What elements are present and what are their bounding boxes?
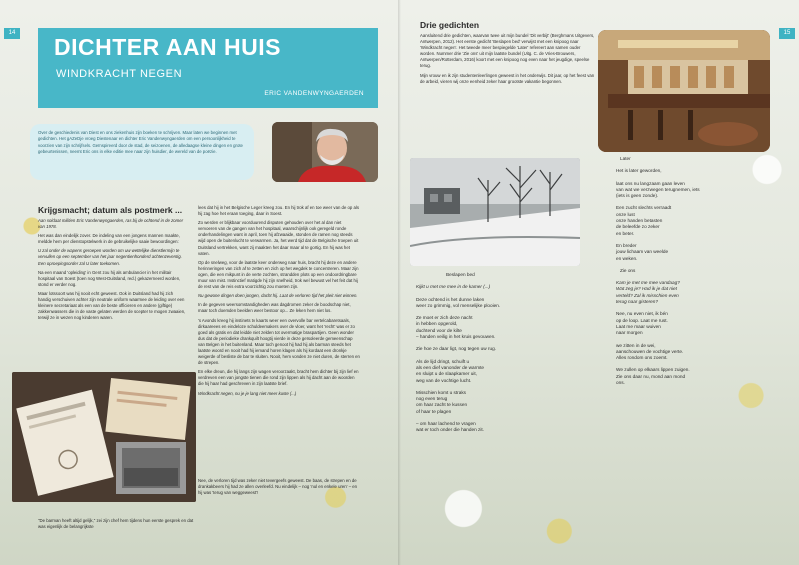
poem-line: jouw lichaam van weelde (616, 249, 669, 255)
poem-line: weg van de vochtige lucht. (416, 377, 472, 383)
poem-line: aanschouwen de vochtige verte. (616, 348, 684, 354)
poem-line: En breder (616, 242, 637, 248)
page-number-left: 14 (4, 28, 20, 39)
drie-paragraph: Aansluitend drie gedichten, waarvan twee uit mijn bundel 'Dit verbijt' (Berghmans Uitgevers, Antwerpen, 2012). Het eerste gedicht 'Beslapen bed' verwijst met een knipoog naar 'Windkracht negen'. Het tweede meer bespiegelde 'Later' refereert aan samen ouder worden. Nummer drie 'Zie ons' uit mijn laatste bundel (Uitg. C. de Vries-Brouwers, Antwerpen/Rotterdam, 2016) koort met een knipoog nog even naar het jeugdige, speelse terug. (420, 33, 595, 69)
poem-line: Wat zeg je? Had ik je dat niet (616, 286, 677, 292)
article-paragraph: Op de snelweg, voor de laatste keer onderweg naar huis, bracht hij deze en andere herinneringen van zich af te zetten en zich op het wegdek te concentreren. Maar zijn ogen, die een mikpunt in de verte zochten, strandden plots op een ondoordringbare muur van mist. Instinctief matigde hij zijn snelheid, trok wel bewust vel het feit dat hij de rest van de reis extra voorzichtig zou moeten zijn. (198, 259, 359, 290)
poem-line: wat er toch onder die handen zit. (416, 427, 485, 433)
bar-image-icon (598, 30, 770, 152)
article-paragraph: Windkracht negen, nu je je lang niet meer kuste (...) (198, 390, 297, 396)
poem-line: om haar zacht te kussen (416, 402, 468, 408)
poem-line: terug naar gisteren? (616, 299, 658, 305)
title-banner (38, 28, 378, 108)
poem-stanza (616, 343, 786, 362)
poem-line: op de loop. Laat me rust. (616, 317, 668, 323)
page-title: DICHTER AAN HUIS (54, 34, 281, 60)
poem-line: de beleefde zo zeker (616, 224, 660, 230)
article-column-2-end (198, 478, 360, 499)
article-paragraph: Maar lotssoort was hij nooit echt geweest. Ook in Duitsland had hij zich handig verschuiven achter zijn neutrale uniform waarmee de leiding over een kleinere secretariaat als een van de beste officieren en andere (giftige) zakkenwassers die in de vaste gelaten werden de scepter te mogen zwaaien, terwijl ze in wezen nog kinderen waren. (38, 290, 186, 321)
poem-stanza (416, 421, 566, 434)
intro-box: Over de geschiedenis van Diest en ons ziekenhuis zijn boeken te schrijven. Maar laten we beginnen met gedichten. Het gAZeDje vroeg Diestenaar en dichter Eric Vandenwyngaerden om een persoonlijkheid te voorzien van zijn schrijfsels. Geïnspireerd door de stad, de seizoenen, de alledaagse kleine dingen en grote gebeurtenissen, neemt Eric ons in elke editie mee naar zijn huisdier, de wereld van de poëzie. (30, 124, 254, 180)
left-page (0, 0, 399, 565)
poem-later-and-zie-ons (616, 156, 786, 392)
poem-title: Later (620, 156, 631, 161)
poem-line: onze lust (616, 211, 635, 217)
poem-line: laat ons nu langzaam gaan leven (616, 180, 685, 186)
drie-paragraph: Mijn vrouw en ik zijn studentenleerlingen geweest in het onderwijs. Dit jaar, op het feest van de arbeid, vieren wij onze eenheid zeker haar grootste vakantie begonnen. (420, 72, 595, 84)
author-byline: ERIC VANDENWYNGAERDEN (264, 90, 364, 97)
article-paragraph: 's Avonds kreeg hij instinets tv kaarts weer een overvolle bar vertelcabaretsaals, dirkaareees en eindeloze schuldeemakers over de vloer, want het 'recht' was er zo goed als gratis en dat leidde niet zelden tot overmatige braspartijen. Geen wonder dus dat de periodieke drankquilt hoogtij vierde in deze geïsoleerde gemeenschap van Belgen in het buitenland. Maar toch genoot hij had hij als barman steeds het laatste woord en nooit had hij iemand horen klagen als hij kordaat een dronkje weigerde of besliste de bar te sluiten. Nooit, hem vonden ze niet duren, de sterren en de strepen. (198, 317, 360, 366)
poem-stanza (616, 311, 786, 336)
poem-stanza (616, 243, 786, 262)
poem-line: of haar te plagen (416, 408, 452, 414)
poem-line: we zitten in de wei, (616, 342, 656, 348)
drie-gedichten-heading: Drie gedichten (420, 20, 480, 30)
poem-line: Zie hoe ze daar ligt, nog tegen uw rug. (416, 346, 496, 352)
poem-line: ons. (616, 380, 625, 386)
poem-line: verteld? Zal ik misschien even (616, 292, 679, 298)
article-column-1-body (38, 218, 186, 321)
poem-line: Een zucht slechts verraadt (616, 205, 672, 211)
poem-line: als een dief vanonder de warmte (416, 364, 485, 370)
article-paragraph: Aan soldaat militien Eric Vandenwyngaerden, ras bij de ochtend in de zomer van 1978. (38, 218, 184, 230)
drie-gedichten-section (420, 20, 596, 88)
page-subtitle: WINDKRACHT NEGEN (56, 68, 183, 80)
article-paragraph: In de gegeven weersomstandigheden was dagdromen zeker de boodschap niet, maar toch doemden beelden weer bestoor op... Ze leken hem niet los. (198, 302, 351, 314)
poem-line: duchtend voor de kilte (416, 327, 462, 333)
poem-line: naar morgen (616, 330, 643, 336)
photo-caption: "De barman heeft altijd gelijk," zei zijn chef hem tijdens hun eerste gesprek en dat was eigenlijk de belangrijkste (38, 518, 194, 530)
snow-courtyard-photo (410, 158, 580, 266)
poem-body (416, 284, 566, 433)
poem-line: Zie ons daar nu, mond aan mond (616, 373, 686, 379)
poem-line: – handen veilig in het kruis gevouwen. (416, 334, 496, 340)
poem-stanza (416, 284, 566, 290)
poem-title: Beslapen bed (446, 272, 475, 277)
poem-body (616, 168, 786, 262)
page-number-right: 15 (779, 28, 795, 39)
poem-stanza (416, 315, 566, 340)
poem-line: en weken. (616, 255, 638, 261)
article-paragraph: Na een maand 'opleiding' in Gent zou hij als ambulancier in het militair hospitaal van Soest (toen nog West-Duitsland, red.) gekazerneerd worden, stond er verder nog. (38, 269, 181, 287)
article-column-1 (38, 205, 186, 324)
poem-line: onze handen betasten (616, 218, 663, 224)
poem-line: Ze moet er zich deze nacht (416, 315, 473, 321)
memorabilia-photo (12, 372, 196, 502)
poem-line: Alles rondom ons zoemt. (616, 355, 668, 361)
article-paragraph: U zal onder de wapens geroepen worden om uw wettelijke dienstlermijn te vervullen op een september van het jaar negentienhonderd achtenzeventig. Een oproepingsorder zal U later toekomen. (38, 248, 182, 266)
poem-line: Laat me maar wuiven (616, 323, 661, 329)
poem-body-2 (616, 280, 786, 386)
poem-line: en sluipt u de slaapkamer uit, (416, 371, 477, 377)
poem-title-2: Zie ons (620, 267, 636, 273)
article-paragraph: En elke dreun, die hij langs zijn wagen veroorzaakt, bracht hem dichter bij zijn lief en verdreven een van jongste tienen die rond zijn lippen als hij dacht aan de woorden die hij haar had geschreven in zijn laatste brief. (198, 369, 359, 387)
author-portrait (272, 122, 378, 182)
poem-line: Misschien komt u straks (416, 389, 467, 395)
poem-line: en beter. (616, 230, 635, 236)
poem-stanza (416, 346, 566, 352)
poem-line: nog even terug (416, 396, 448, 402)
memorabilia-image-icon (12, 372, 196, 502)
article-paragraph: Nu gewone dingen doen jongen, dacht hij. Laat de verloren tijd het pleit niet winnen. (198, 293, 358, 299)
poem-stanza (416, 297, 566, 310)
article-paragraph: Het was dan eindelijk zover. De indeling van een jongens mannen maakte, meldde hem per dienstopstelwerk in de gebruikelijke saaie bewoordingen: (38, 233, 180, 245)
poem-stanza (616, 280, 786, 305)
poem-line: We zullen op elkaars lippen zuigen. (616, 367, 690, 373)
poem-stanza (416, 359, 566, 384)
poem-stanza (616, 205, 786, 236)
poem-line: in hebben opgerold, (416, 321, 458, 327)
article-paragraph: Zo werden er blijkbaar voorduurend disputen gehouden over het al dan niet vervoeren van de gangen van het hospitaal, waarschijnlijk ook geregeld ronde onderhandelingen want in april, toen hij afzwaaide, stonden de ramen nog steeds wijd open de buitenlucht te verwarmen. Ja, het werd tijd dat de Belgische troepen uit Duitsland vertrekken, want zij maakten het daar maar al te gortig. En hij was het vaten. (198, 220, 359, 256)
article-heading: Krijgsmacht; datum als postmerk ... (38, 205, 183, 215)
poem-stanza (616, 181, 786, 200)
poem-line: weer zo grimmig, vol menselijke plooien. (416, 302, 501, 308)
poem-stanza (616, 367, 786, 386)
poem-line: Kam je met me mee vandaag? (616, 280, 680, 286)
article-column-2-body (198, 205, 360, 397)
article-closing-paragraph: Nee, de verloren tijd was zeker niet tevergeefs geweest. De baas, de strepen en de drankakbeers hij had ze allen overleefd. Nu eindelijk – nog 'nul en enkele uren' – en hij was 'terug van weggeweest'! (198, 478, 358, 496)
poem-stanza (416, 390, 566, 415)
poem-line: Het is later geworden, (616, 168, 662, 174)
poem-line: Als de lijd dringt, schuift u (416, 358, 470, 364)
poem-beslapen-bed (416, 272, 566, 440)
portrait-image-icon (272, 122, 378, 182)
poem-line: (iets is geen zonde). (616, 193, 659, 199)
poem-line: van wat we verzwegen terugnemen, iets (616, 186, 700, 192)
article-paragraph: lees dat hij in het Belgische Leger kreeg zou. En hij trok af en toe weer van de op als hij zag hoe het eraan toeging, daar in Soest. (198, 205, 359, 217)
bar-interior-photo (598, 30, 770, 152)
poem-line: – om haar lachend te vragen (416, 421, 476, 427)
poem-line: Deze ochtend is het dunne laken (416, 296, 485, 302)
snow-image-icon (410, 158, 580, 266)
article-column-2 (198, 205, 360, 400)
poem-line: Kijkt u met me mee in de kamer (...) (416, 284, 491, 290)
poem-line: Nee, nu even niet, ik bén (616, 311, 668, 317)
poem-stanza (616, 168, 786, 174)
